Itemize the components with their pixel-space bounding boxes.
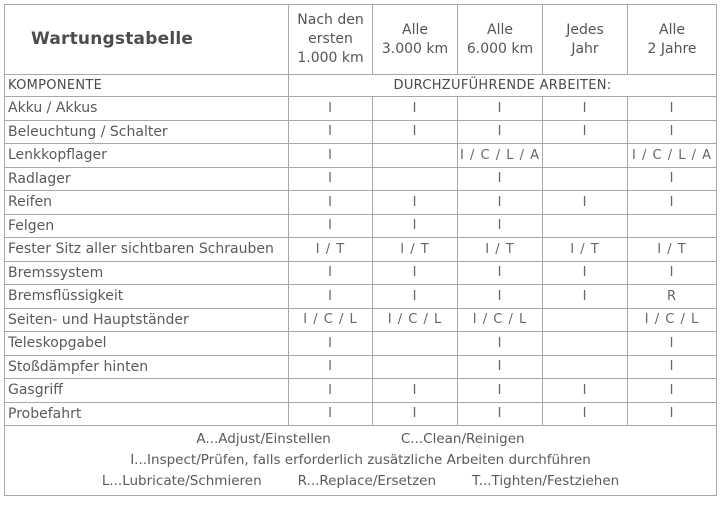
column-header-line: Nach den: [297, 12, 364, 28]
maintenance-cell: I / C / L: [628, 308, 717, 332]
column-header-line: Alle: [659, 21, 685, 38]
component-name: Stoßdämpfer hinten: [5, 355, 289, 379]
table-title: Wartungstabelle: [5, 5, 289, 75]
maintenance-cell: I: [289, 144, 373, 168]
work-header: DURCHZUFÜHRENDE ARBEITEN:: [289, 75, 717, 97]
maintenance-cell: I: [373, 120, 458, 144]
maintenance-cell: I: [289, 355, 373, 379]
legend-line-1: [5, 429, 716, 450]
table-header-row: [5, 5, 717, 75]
maintenance-table: [4, 4, 717, 496]
legend-adjust: A...Adjust/Einstellen: [196, 431, 331, 447]
maintenance-cell: [543, 332, 628, 356]
component-name: Probefahrt: [5, 402, 289, 426]
column-header-line: 3.000 km: [381, 40, 449, 57]
maintenance-cell: I: [628, 191, 717, 215]
component-name: Fester Sitz aller sichtbaren Schrauben: [5, 238, 289, 262]
maintenance-cell: I: [543, 285, 628, 309]
maintenance-cell: [543, 308, 628, 332]
maintenance-cell: I / C / L: [458, 308, 543, 332]
maintenance-cell: I: [289, 167, 373, 191]
maintenance-cell: I: [628, 379, 717, 403]
column-header-line: Jedes: [566, 21, 604, 38]
component-name: Gasgriff: [5, 379, 289, 403]
maintenance-cell: I: [628, 167, 717, 191]
component-name: Bremsflüssigkeit: [5, 285, 289, 309]
maintenance-cell: I: [458, 261, 543, 285]
component-name: Beleuchtung / Schalter: [5, 120, 289, 144]
column-header-every-3000km: [373, 5, 458, 75]
column-header-line: 6.000 km: [466, 40, 534, 57]
maintenance-cell: [543, 355, 628, 379]
maintenance-cell: I: [628, 261, 717, 285]
maintenance-cell: [543, 214, 628, 238]
column-header-line: 1.000 km: [297, 50, 364, 66]
table-row: [5, 191, 717, 215]
component-name: Radlager: [5, 167, 289, 191]
maintenance-cell: I: [289, 402, 373, 426]
maintenance-cell: I: [543, 120, 628, 144]
maintenance-cell: I: [373, 97, 458, 121]
table-row: [5, 332, 717, 356]
table-row: [5, 379, 717, 403]
column-header-line: Alle: [402, 21, 428, 38]
maintenance-cell: I: [289, 332, 373, 356]
legend-inspect: I...Inspect/Prüfen, falls erforderlich zusätzliche Arbeiten durchführen: [130, 452, 591, 468]
maintenance-cell: [628, 214, 717, 238]
legend-row: [5, 426, 717, 496]
maintenance-cell: I: [373, 379, 458, 403]
maintenance-cell: [373, 355, 458, 379]
maintenance-cell: I: [289, 120, 373, 144]
maintenance-cell: I: [373, 261, 458, 285]
maintenance-table-container: [4, 4, 716, 496]
maintenance-cell: I: [628, 402, 717, 426]
table-row: [5, 144, 717, 168]
legend-line-3: [5, 471, 716, 492]
component-name: Seiten- und Hauptständer: [5, 308, 289, 332]
legend-clean: C...Clean/Reinigen: [400, 431, 525, 447]
maintenance-cell: I: [458, 167, 543, 191]
maintenance-cell: I: [458, 402, 543, 426]
maintenance-cell: I: [373, 214, 458, 238]
maintenance-cell: R: [628, 285, 717, 309]
maintenance-cell: [373, 167, 458, 191]
column-header-line: Jahr: [571, 40, 599, 57]
maintenance-cell: I: [458, 191, 543, 215]
maintenance-cell: I / C / L: [289, 308, 373, 332]
table-row: [5, 355, 717, 379]
table-row: [5, 97, 717, 121]
maintenance-cell: I: [628, 332, 717, 356]
component-name: Bremssystem: [5, 261, 289, 285]
maintenance-cell: I: [289, 261, 373, 285]
legend: [5, 426, 717, 496]
maintenance-cell: I / C / L / A: [458, 144, 543, 168]
table-row: [5, 402, 717, 426]
table-body: [5, 97, 717, 426]
maintenance-cell: I: [458, 285, 543, 309]
maintenance-cell: I: [289, 97, 373, 121]
maintenance-cell: [543, 144, 628, 168]
legend-replace: R...Replace/Ersetzen: [297, 473, 437, 489]
maintenance-cell: [543, 167, 628, 191]
maintenance-cell: I: [628, 97, 717, 121]
maintenance-cell: I: [289, 191, 373, 215]
maintenance-cell: I: [458, 332, 543, 356]
table-row: [5, 308, 717, 332]
maintenance-cell: I: [458, 355, 543, 379]
maintenance-cell: I: [373, 191, 458, 215]
maintenance-cell: I / C / L: [373, 308, 458, 332]
maintenance-cell: I / T: [289, 238, 373, 262]
column-header-first-1000km: [289, 5, 373, 75]
maintenance-cell: I: [543, 402, 628, 426]
legend-lubricate: L...Lubricate/Schmieren: [101, 473, 262, 489]
component-name: Reifen: [5, 191, 289, 215]
column-header-line: 2 Jahre: [647, 40, 697, 57]
maintenance-cell: I: [373, 402, 458, 426]
table-row: [5, 167, 717, 191]
table-row: [5, 261, 717, 285]
maintenance-cell: I: [628, 120, 717, 144]
maintenance-cell: I / T: [458, 238, 543, 262]
maintenance-cell: I / T: [373, 238, 458, 262]
maintenance-cell: [373, 144, 458, 168]
component-name: Lenkkopflager: [5, 144, 289, 168]
component-name: Felgen: [5, 214, 289, 238]
column-header-line: Alle: [487, 21, 513, 38]
maintenance-cell: I: [373, 285, 458, 309]
maintenance-cell: I: [543, 261, 628, 285]
column-header-line: ersten: [308, 31, 353, 47]
table-row: [5, 285, 717, 309]
maintenance-cell: I: [458, 97, 543, 121]
maintenance-cell: I: [543, 191, 628, 215]
column-header-every-6000km: [458, 5, 543, 75]
table-row: [5, 238, 717, 262]
maintenance-cell: I / T: [628, 238, 717, 262]
column-header-every-year: [543, 5, 628, 75]
legend-tighten: T...Tighten/Festziehen: [472, 473, 620, 489]
maintenance-cell: I: [289, 285, 373, 309]
maintenance-cell: I: [289, 214, 373, 238]
table-subheader-row: [5, 75, 717, 97]
maintenance-cell: I: [458, 214, 543, 238]
component-name: Teleskopgabel: [5, 332, 289, 356]
maintenance-cell: I / T: [543, 238, 628, 262]
maintenance-cell: I: [543, 379, 628, 403]
component-name: Akku / Akkus: [5, 97, 289, 121]
maintenance-cell: I: [628, 355, 717, 379]
table-row: [5, 120, 717, 144]
table-row: [5, 214, 717, 238]
maintenance-cell: [373, 332, 458, 356]
column-header-every-2-years: [628, 5, 717, 75]
maintenance-cell: I: [543, 97, 628, 121]
maintenance-cell: I / C / L / A: [628, 144, 717, 168]
maintenance-cell: I: [458, 120, 543, 144]
component-header: KOMPONENTE: [5, 75, 289, 97]
maintenance-cell: I: [289, 379, 373, 403]
maintenance-cell: I: [458, 379, 543, 403]
